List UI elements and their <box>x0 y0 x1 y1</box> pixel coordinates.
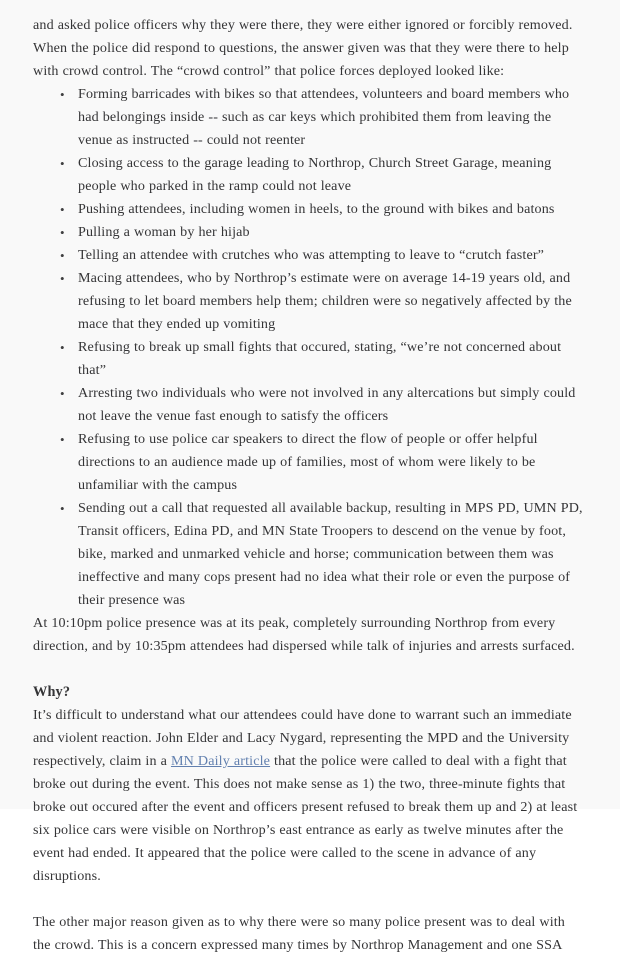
list-item <box>33 244 585 267</box>
bullet-icon: • <box>60 156 65 171</box>
peak-presence-paragraph: At 10:10pm police presence was at its peak, completely surrounding Northrop from every direction, and by 10:35pm attendees had dispersed while talk of injuries and arrests surfaced. <box>33 615 575 654</box>
section-spacer <box>33 658 585 681</box>
list-item-text: Pushing attendees, including women in heels, to the ground with bikes and batons <box>78 201 555 217</box>
bullet-icon: • <box>60 87 65 102</box>
list-item-text: Sending out a call that requested all available backup, resulting in MPS PD, UMN PD, Transit officers, Edina PD, and MN State Troopers to descend on the venue by foot, bike, marked and unmarked vehicle and horse; communication between them was ineffective and many cops present had no idea what their role or even the purpose of their presence was <box>78 500 583 608</box>
list-item-text: Refusing to use police car speakers to direct the flow of people or offer helpful directions to an audience made up of families, most of whom were likely to be unfamiliar with the campus <box>78 431 538 493</box>
closing-paragraph: The other major reason given as to why there were so many police present was to deal with the crowd. This is a concern expressed many times by Northrop Management and one SSA <box>33 914 565 953</box>
bullet-icon: • <box>60 501 65 516</box>
bullet-icon: • <box>60 386 65 401</box>
why-paragraph-part2: that the police were called to deal with a fight that broke out during the event. This does not make sense as 1) the two, three-minute fights that broke out occured after the event and officers present refused to break them up and 2) at least six police cars were visible on Northrop’s east entrance as early as twelve minutes after the event had ended. It appeared that the police were called to the scene in advance of any disruptions. <box>33 753 578 884</box>
list-item-text: Refusing to break up small fights that occured, stating, “we’re not concerned about that” <box>78 339 562 378</box>
list-item-text: Forming barricades with bikes so that attendees, volunteers and board members who had belongings inside -- such as car keys which prohibited them from leaving the venue as instructed -- could not reenter <box>78 86 570 148</box>
intro-paragraph: and asked police officers why they were there, they were either ignored or forcibly removed. When the police did respond to questions, the answer given was that they were there to help with crowd control. The “crowd control” that police forces deployed looked like: <box>33 17 573 79</box>
list-item <box>33 382 585 428</box>
list-item <box>33 83 585 152</box>
list-item-text: Macing attendees, who by Northrop’s estimate were on average 14-19 years old, and refusing to let board members help them; children were so negatively affected by the mace that they ended up vomiting <box>78 270 572 332</box>
why-section-heading: Why? <box>33 684 71 700</box>
list-item-text: Pulling a woman by her hijab <box>78 224 250 240</box>
list-item <box>33 198 585 221</box>
list-item <box>33 221 585 244</box>
bullet-icon: • <box>60 202 65 217</box>
bullet-icon: • <box>60 225 65 240</box>
list-item-text: Arresting two individuals who were not involved in any altercations but simply could not leave the venue fast enough to satisfy the officers <box>78 385 576 424</box>
list-item-text: Closing access to the garage leading to Northrop, Church Street Garage, meaning people who parked in the ramp could not leave <box>78 155 552 194</box>
why-paragraph <box>33 704 585 888</box>
why-paragraph-part1: It’s difficult to understand what our attendees could have done to warrant such an immediate and violent reaction. John Elder and Lacy Nygard, representing the MPD and the University respectively, claim in a <box>33 707 572 769</box>
list-item <box>33 497 585 612</box>
list-item-text: Telling an attendee with crutches who was attempting to leave to “crutch faster” <box>78 247 545 263</box>
mn-daily-article-link[interactable]: MN Daily article <box>170 753 271 769</box>
list-item <box>33 152 585 198</box>
section-spacer <box>33 888 585 911</box>
bullet-icon: • <box>60 340 65 355</box>
bullet-icon: • <box>60 248 65 263</box>
list-item <box>33 336 585 382</box>
list-item <box>33 267 585 336</box>
list-item <box>33 428 585 497</box>
crowd-control-bullet-list <box>33 83 585 612</box>
bullet-icon: • <box>60 271 65 286</box>
bullet-icon: • <box>60 432 65 447</box>
